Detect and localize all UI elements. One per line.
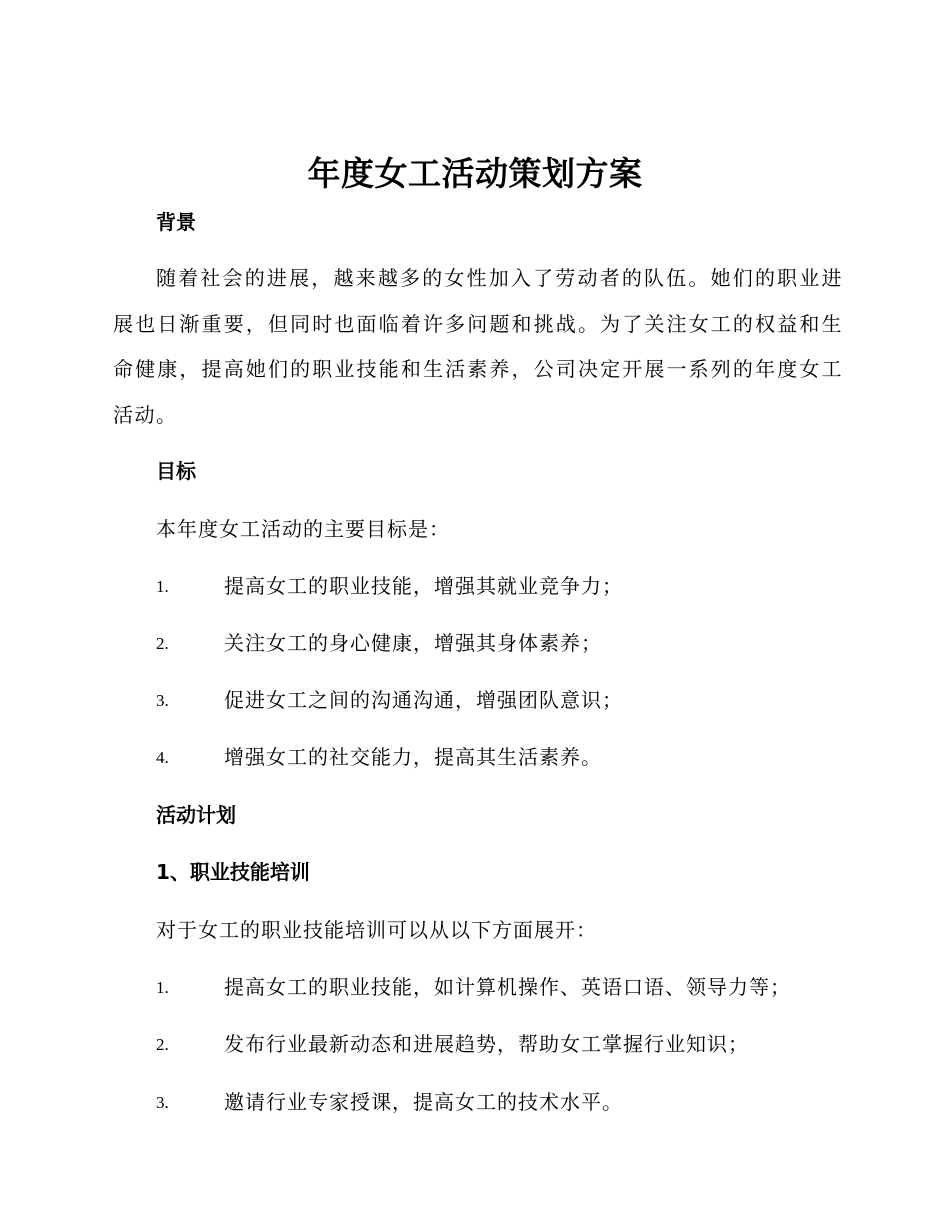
list-text: 促进女工之间的沟通沟通，增强团队意识； — [224, 688, 623, 712]
background-paragraph: 随着社会的进展，越来越多的女性加入了劳动者的队伍。她们的职业进展也日渐重要，但同时也面临着许多问题和挑战。为了关注女工的权益和生命健康，提高她们的职业技能和生活素养，公司决定开展一系列的年度女工活动。 — [113, 266, 843, 427]
list-text: 邀请行业专家授课，提高女工的技术水平。 — [224, 1090, 623, 1114]
list-text: 关注女工的身心健康，增强其身体素养； — [224, 631, 602, 655]
list-number: 2. — [156, 1035, 169, 1054]
section-heading-goals: 目标 — [156, 459, 196, 483]
list-number: 1. — [156, 577, 169, 596]
list-text: 提高女工的职业技能，如计算机操作、英语口语、领导力等； — [224, 975, 791, 999]
list-text: 发布行业最新动态和进展趋势，帮助女工掌握行业知识； — [224, 1032, 749, 1056]
list-text: 提高女工的职业技能，增强其就业竞争力； — [224, 574, 623, 598]
section-heading-plan: 活动计划 — [156, 803, 236, 827]
list-number: 3. — [156, 691, 169, 710]
list-number: 4. — [156, 748, 169, 767]
list-text: 增强女工的社交能力，提高其生活素养。 — [224, 745, 602, 769]
document-title: 年度女工活动策划方案 — [307, 154, 643, 193]
section-heading-background: 背景 — [156, 210, 196, 234]
skills-training-intro: 对于女工的职业技能培训可以从以下方面展开： — [156, 918, 597, 942]
goals-intro: 本年度女工活动的主要目标是： — [156, 517, 450, 541]
list-number: 1. — [156, 978, 169, 997]
list-number: 3. — [156, 1093, 169, 1112]
subsection-heading-skills-training: 1、职业技能培训 — [156, 860, 310, 884]
list-number: 2. — [156, 634, 169, 653]
